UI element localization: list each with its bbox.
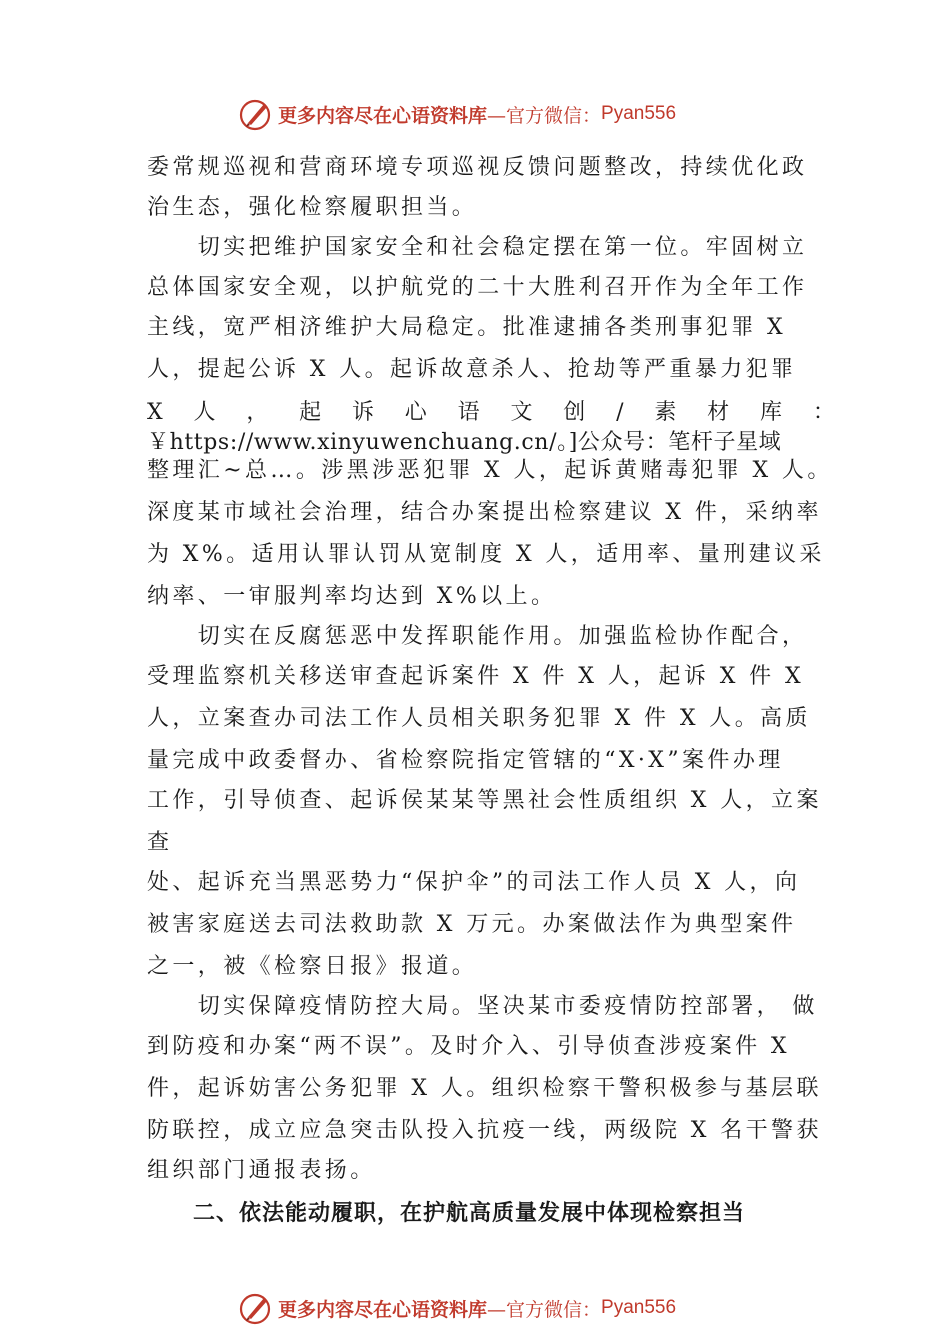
glyph: 文: [510, 400, 533, 425]
glyph: 诉: [351, 400, 374, 425]
glyph: 起: [299, 400, 322, 425]
url-text-line: ￥https://www.xinyuwenchuang.cn/。]公众号：笔杆子星域: [147, 430, 782, 455]
text-line: 件，起诉妨害公务犯罪 X 人。组织检察干警积极参与基层联: [147, 1076, 822, 1101]
text-line: 切实在反腐惩恶中发挥职能作用。加强监检协作配合，: [147, 624, 808, 649]
text-line: 委常规巡视和营商环境专项巡视反馈问题整改，持续优化政: [147, 155, 808, 180]
watermark-wechat-id: Pyan556: [601, 103, 677, 124]
glyph: 素: [654, 400, 677, 425]
glyph: 心: [404, 400, 427, 425]
glyph: 语: [457, 400, 480, 425]
text-line: 人，提起公诉 X 人。起诉故意杀人、抢劫等严重暴力犯罪: [147, 357, 797, 382]
glyph: 人: [193, 400, 216, 425]
text-line: 治生态，强化检察履职担当。: [147, 195, 478, 220]
pen-logo-icon: [238, 96, 274, 132]
glyph: ，: [246, 400, 269, 425]
text-line: 防联控，成立应急突击队投入抗疫一线，两级院 X 名干警获: [147, 1118, 822, 1143]
text-line: 查: [147, 830, 173, 855]
pen-logo-icon: [238, 1290, 274, 1326]
text-line: 组织部门通报表扬。: [147, 1158, 376, 1183]
text-line: 主线，宽严相济维护大局稳定。批准逮捕各类刑事犯罪 X: [147, 315, 787, 340]
glyph: 创: [563, 400, 586, 425]
glyph: 库: [760, 400, 783, 425]
glyph: X: [147, 400, 163, 425]
text-line: 总体国家安全观，以护航党的二十大胜利召开作为全年工作: [147, 275, 808, 300]
glyph: /: [616, 400, 624, 425]
watermark-wechat-id: Pyan556: [601, 1297, 677, 1318]
text-line: 整理汇~总…。涉黑涉恶犯罪 X 人，起诉黄赌毒犯罪 X 人。: [147, 458, 833, 483]
glyph: ：: [812, 400, 835, 425]
text-line: 量完成中政委督办、省检察院指定管辖的“X·X”案件办理: [147, 748, 784, 773]
text-line: 深度某市域社会治理，结合办案提出检察建议 X 件，采纳率: [147, 500, 822, 525]
glyph: 材: [707, 400, 730, 425]
text-line: 纳率、一审服判率均达到 X%以上。: [147, 584, 557, 609]
justified-text-line: [147, 398, 835, 428]
text-line: 被害家庭送去司法救助款 X 万元。办案做法作为典型案件: [147, 912, 797, 937]
watermark-title: 更多内容尽在心语资料库: [278, 104, 488, 127]
text-line: 受理监察机关移送审查起诉案件 X 件 X 人，起诉 X 件 X: [147, 664, 805, 689]
text-line: 处、起诉充当黑恶势力“保护伞”的司法工作人员 X 人，向: [147, 870, 801, 895]
text-line: 切实保障疫情防控大局。坚决某市委疫情防控部署， 做: [147, 994, 818, 1019]
text-line: 切实把维护国家安全和社会稳定摆在第一位。牢固树立: [147, 235, 808, 260]
text-line: 到防疫和办案“两不误”。及时介入、引导侦查涉疫案件 X: [147, 1034, 790, 1059]
watermark-header: [238, 94, 676, 134]
text-line: 人，立案查办司法工作人员相关职务犯罪 X 件 X 人。高质: [147, 706, 811, 731]
watermark-title: 更多内容尽在心语资料库: [278, 1298, 488, 1321]
section-heading: 二、依法能动履职，在护航高质量发展中体现检察担当: [147, 1200, 746, 1226]
text-line: 工作，引导侦查、起诉侯某某等黑社会性质组织 X 人，立案: [147, 788, 822, 813]
watermark-wechat-label: —官方微信：: [487, 104, 602, 127]
text-line: 之一，被《检察日报》报道。: [147, 954, 478, 979]
text-line: 为 X%。适用认罪认罚从宽制度 X 人，适用率、量刑建议采: [147, 542, 825, 567]
watermark-footer: [238, 1288, 676, 1328]
watermark-wechat-label: —官方微信：: [487, 1298, 602, 1321]
